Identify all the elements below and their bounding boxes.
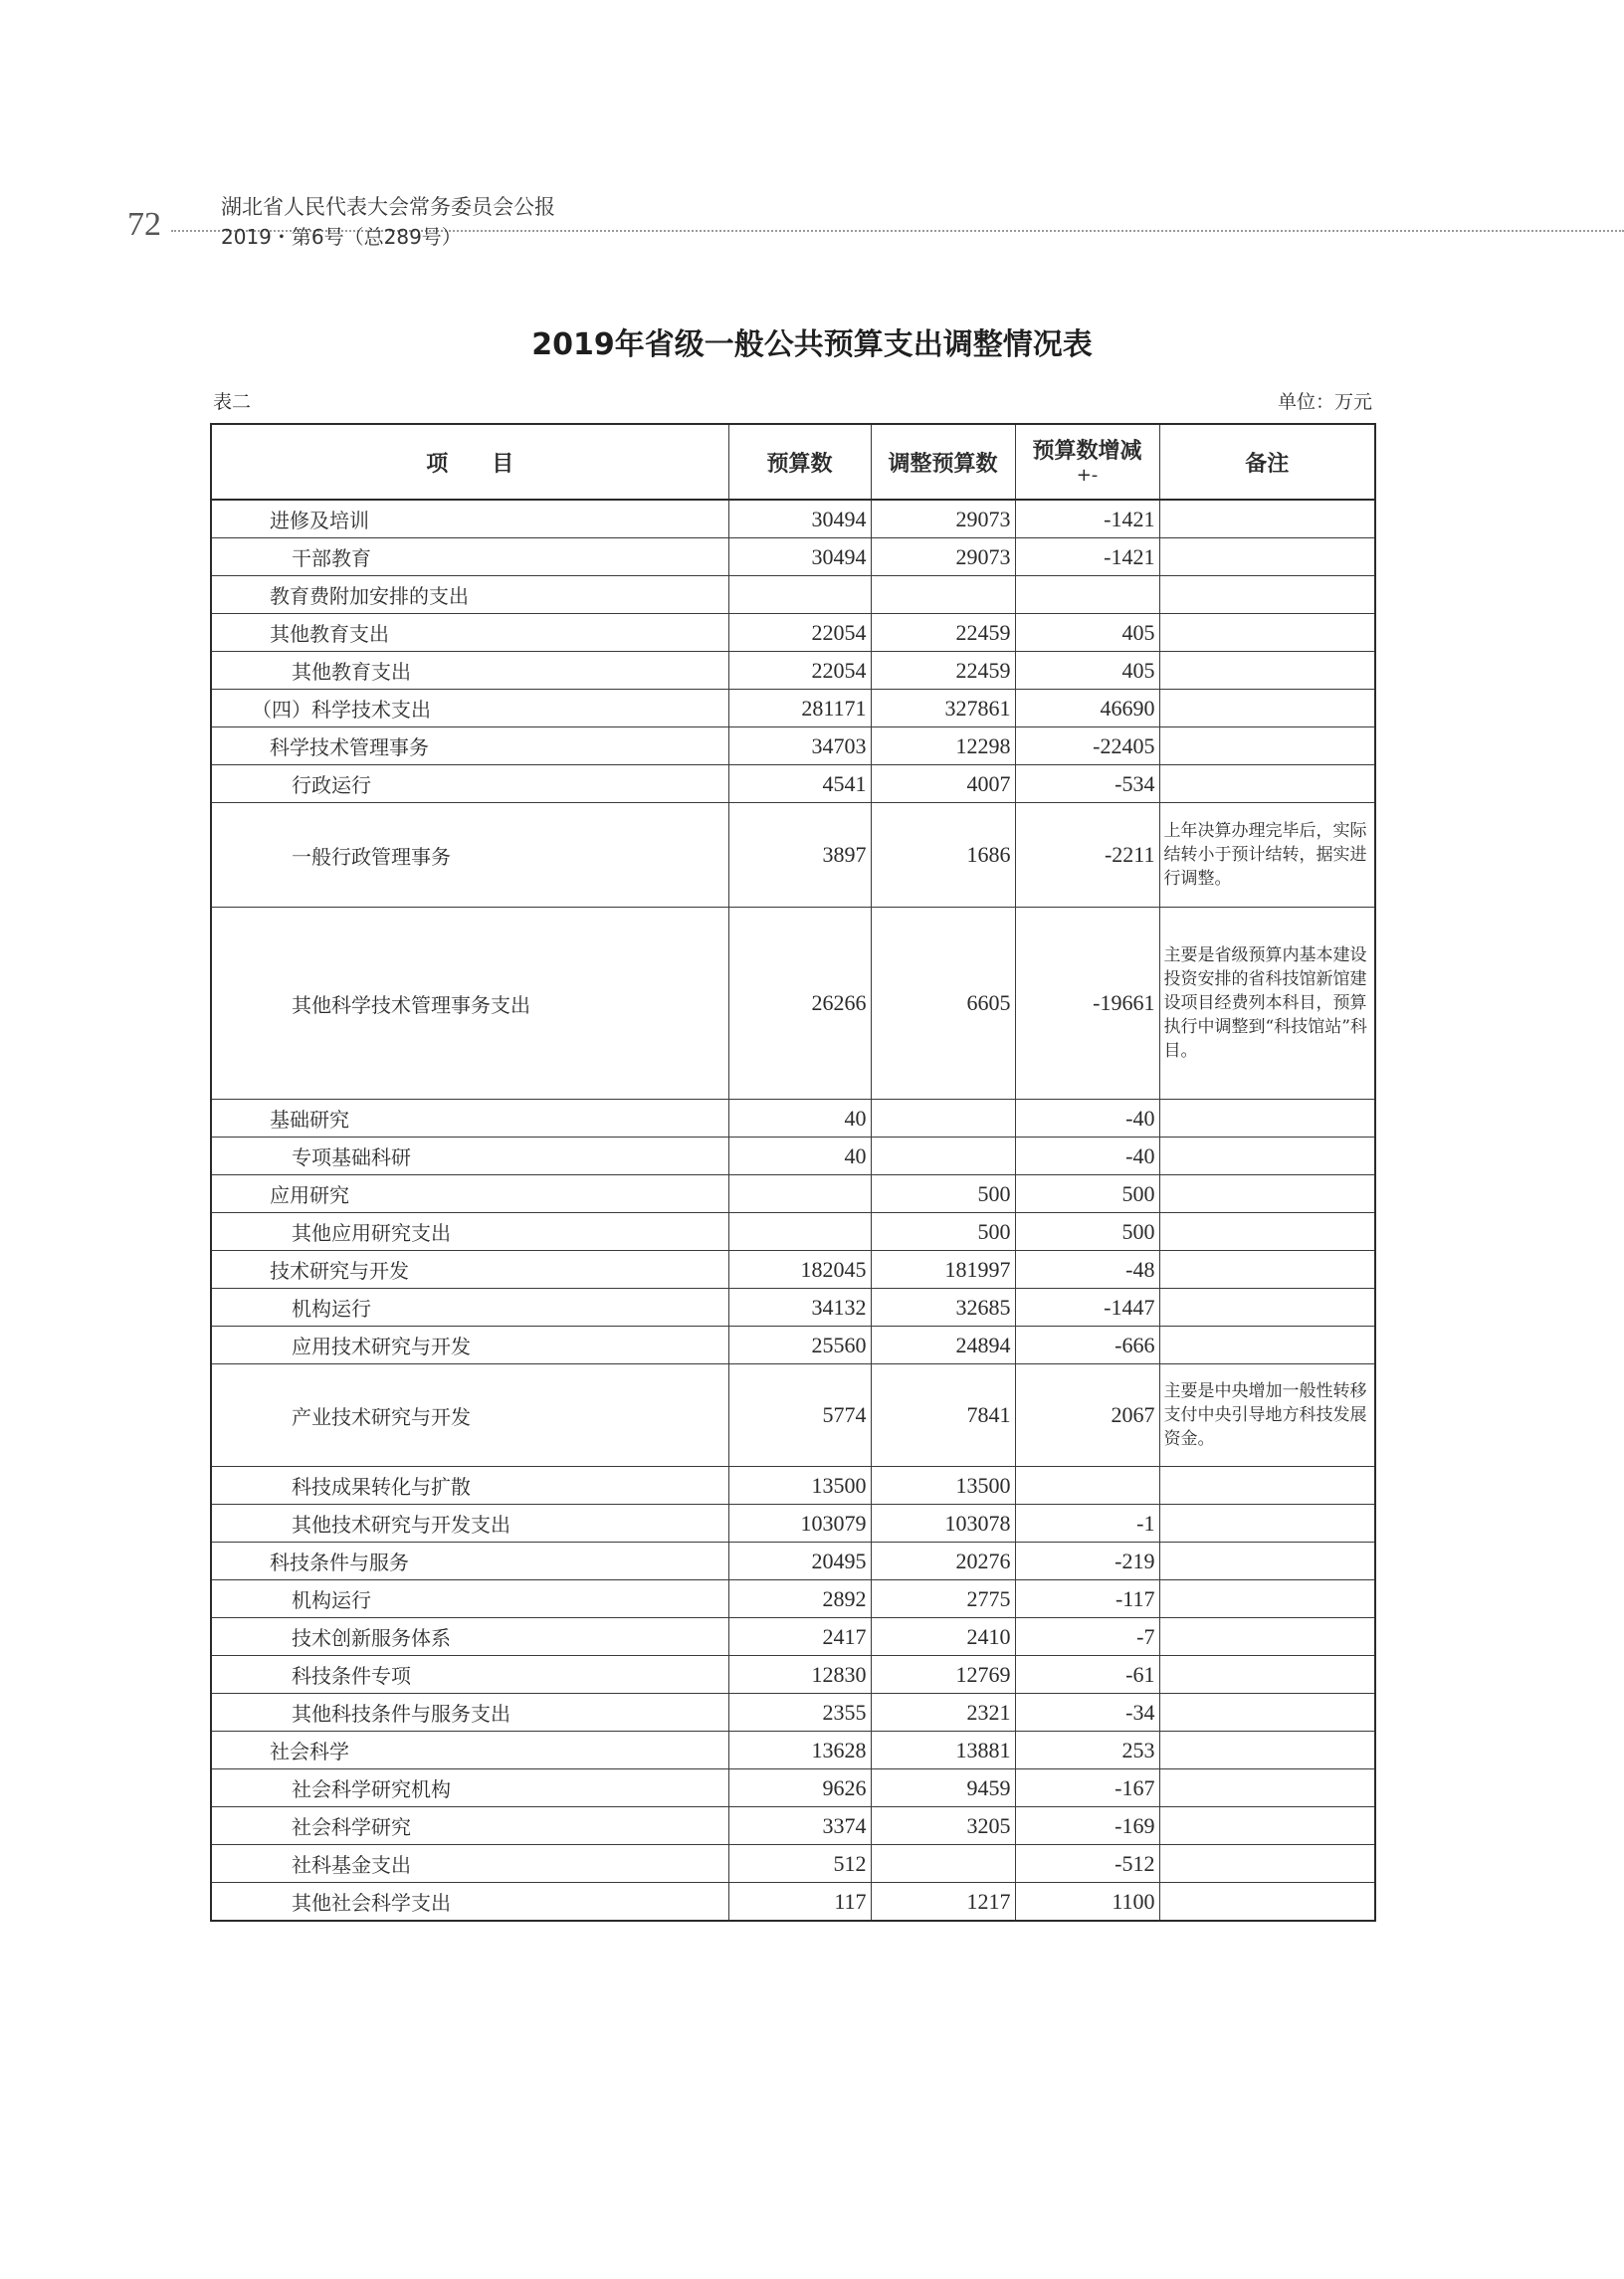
table-row [211, 1732, 1375, 1769]
row-budget-value: 40 [728, 1138, 871, 1175]
table-row [211, 652, 1375, 690]
row-change-value: -169 [1015, 1807, 1159, 1845]
row-budget-value: 4541 [728, 765, 871, 803]
row-change-value: -22405 [1015, 727, 1159, 765]
row-adjusted-value: 2410 [871, 1618, 1015, 1656]
row-change-value: -2211 [1015, 803, 1159, 908]
row-change-value: -7 [1015, 1618, 1159, 1656]
table-row [211, 765, 1375, 803]
row-budget-value: 2355 [728, 1694, 871, 1732]
row-note [1159, 1883, 1375, 1922]
row-item-name: 基础研究 [211, 1100, 728, 1138]
row-note [1159, 576, 1375, 614]
row-note [1159, 1505, 1375, 1543]
row-budget-value: 182045 [728, 1251, 871, 1289]
row-item-name: 科学技术管理事务 [211, 727, 728, 765]
row-change-value: -1421 [1015, 538, 1159, 576]
row-budget-value [728, 1175, 871, 1213]
row-change-value: 405 [1015, 652, 1159, 690]
row-note [1159, 652, 1375, 690]
row-adjusted-value: 500 [871, 1175, 1015, 1213]
row-item-name: 科技条件与服务 [211, 1543, 728, 1580]
row-adjusted-value [871, 1138, 1015, 1175]
row-adjusted-value: 7841 [871, 1364, 1015, 1467]
row-note [1159, 1251, 1375, 1289]
page-number: 72 [127, 206, 161, 243]
table-row [211, 1138, 1375, 1175]
row-change-value: -34 [1015, 1694, 1159, 1732]
row-note: 上年决算办理完毕后，实际结转小于预计结转，据实进行调整。 [1159, 803, 1375, 908]
row-note [1159, 538, 1375, 576]
row-budget-value: 9626 [728, 1769, 871, 1807]
row-budget-value: 2892 [728, 1580, 871, 1618]
row-item-name: 机构运行 [211, 1289, 728, 1327]
row-change-value: -19661 [1015, 908, 1159, 1100]
table-row [211, 1175, 1375, 1213]
row-item-name: 社会科学研究 [211, 1807, 728, 1845]
row-budget-value [728, 576, 871, 614]
row-note [1159, 1618, 1375, 1656]
row-note [1159, 765, 1375, 803]
row-adjusted-value: 103078 [871, 1505, 1015, 1543]
table-row [211, 1100, 1375, 1138]
table-row [211, 1883, 1375, 1922]
row-item-name: 其他教育支出 [211, 652, 728, 690]
row-budget-value: 22054 [728, 652, 871, 690]
table-row [211, 1656, 1375, 1694]
row-item-name: 行政运行 [211, 765, 728, 803]
row-budget-value: 20495 [728, 1543, 871, 1580]
table-row [211, 690, 1375, 727]
row-change-value: -40 [1015, 1138, 1159, 1175]
row-item-name: 其他科学技术管理事务支出 [211, 908, 728, 1100]
row-item-name: 技术研究与开发 [211, 1251, 728, 1289]
row-item-name: 产业技术研究与开发 [211, 1364, 728, 1467]
row-note [1159, 1327, 1375, 1364]
row-note [1159, 1467, 1375, 1505]
row-item-name: 其他教育支出 [211, 614, 728, 652]
table-row [211, 908, 1375, 1100]
row-adjusted-value: 29073 [871, 538, 1015, 576]
row-budget-value: 34132 [728, 1289, 871, 1327]
row-change-value: 500 [1015, 1175, 1159, 1213]
column-header-item: 项 目 [211, 424, 728, 500]
row-adjusted-value: 181997 [871, 1251, 1015, 1289]
row-note [1159, 1543, 1375, 1580]
row-adjusted-value [871, 576, 1015, 614]
row-adjusted-value: 1217 [871, 1883, 1015, 1922]
row-budget-value: 3374 [728, 1807, 871, 1845]
row-adjusted-value: 13881 [871, 1732, 1015, 1769]
table-row [211, 1769, 1375, 1807]
column-header-change: 预算数增减 +- [1015, 424, 1159, 500]
row-note [1159, 1175, 1375, 1213]
row-note [1159, 1732, 1375, 1769]
row-note [1159, 1289, 1375, 1327]
row-budget-value: 25560 [728, 1327, 871, 1364]
row-change-value: 2067 [1015, 1364, 1159, 1467]
row-change-value: -48 [1015, 1251, 1159, 1289]
row-adjusted-value: 2321 [871, 1694, 1015, 1732]
column-header-budget: 预算数 [728, 424, 871, 500]
table-label: 表二 [213, 391, 252, 413]
table-row [211, 1543, 1375, 1580]
row-item-name: 其他社会科学支出 [211, 1883, 728, 1922]
row-adjusted-value: 500 [871, 1213, 1015, 1251]
row-change-value: -1 [1015, 1505, 1159, 1543]
row-adjusted-value: 32685 [871, 1289, 1015, 1327]
row-note [1159, 690, 1375, 727]
row-budget-value: 103079 [728, 1505, 871, 1543]
row-change-value: 405 [1015, 614, 1159, 652]
table-row [211, 1694, 1375, 1732]
row-change-value: 253 [1015, 1732, 1159, 1769]
row-item-name: 干部教育 [211, 538, 728, 576]
budget-table [210, 423, 1376, 1922]
row-adjusted-value: 327861 [871, 690, 1015, 727]
row-note: 主要是中央增加一般性转移支付中央引导地方科技发展资金。 [1159, 1364, 1375, 1467]
row-item-name: 机构运行 [211, 1580, 728, 1618]
row-change-value: -117 [1015, 1580, 1159, 1618]
row-budget-value: 30494 [728, 500, 871, 538]
row-budget-value: 3897 [728, 803, 871, 908]
document-title: 2019年省级一般公共预算支出调整情况表 [531, 327, 1093, 362]
table-row [211, 1618, 1375, 1656]
table-row [211, 1289, 1375, 1327]
column-header-note: 备注 [1159, 424, 1375, 500]
row-budget-value: 30494 [728, 538, 871, 576]
row-adjusted-value: 6605 [871, 908, 1015, 1100]
row-note [1159, 500, 1375, 538]
row-item-name: 社会科学研究机构 [211, 1769, 728, 1807]
row-adjusted-value [871, 1100, 1015, 1138]
row-item-name: （四）科学技术支出 [211, 690, 728, 727]
row-change-value: -512 [1015, 1845, 1159, 1883]
row-change-value: -534 [1015, 765, 1159, 803]
row-item-name: 科技成果转化与扩散 [211, 1467, 728, 1505]
table-row [211, 1327, 1375, 1364]
table-row [211, 1213, 1375, 1251]
row-change-value [1015, 1467, 1159, 1505]
row-item-name: 进修及培训 [211, 500, 728, 538]
row-adjusted-value: 9459 [871, 1769, 1015, 1807]
row-note [1159, 1100, 1375, 1138]
row-budget-value: 34703 [728, 727, 871, 765]
row-adjusted-value: 22459 [871, 614, 1015, 652]
row-item-name: 其他应用研究支出 [211, 1213, 728, 1251]
row-note [1159, 1656, 1375, 1694]
row-note [1159, 1138, 1375, 1175]
row-item-name: 技术创新服务体系 [211, 1618, 728, 1656]
row-item-name: 应用研究 [211, 1175, 728, 1213]
table-row [211, 538, 1375, 576]
row-adjusted-value: 12298 [871, 727, 1015, 765]
table-header-row [211, 424, 1375, 500]
row-budget-value: 2417 [728, 1618, 871, 1656]
row-budget-value [728, 1213, 871, 1251]
row-budget-value: 40 [728, 1100, 871, 1138]
table-row [211, 803, 1375, 908]
unit-label: 单位：万元 [1277, 391, 1372, 413]
row-note [1159, 614, 1375, 652]
table-row [211, 500, 1375, 538]
publication-issue: 2019・第6号（总289号） [221, 225, 462, 249]
row-note [1159, 1769, 1375, 1807]
row-change-value: 500 [1015, 1213, 1159, 1251]
row-change-value [1015, 576, 1159, 614]
row-change-value: -219 [1015, 1543, 1159, 1580]
row-adjusted-value: 3205 [871, 1807, 1015, 1845]
row-adjusted-value: 4007 [871, 765, 1015, 803]
row-item-name: 其他科技条件与服务支出 [211, 1694, 728, 1732]
row-budget-value: 512 [728, 1845, 871, 1883]
row-budget-value: 26266 [728, 908, 871, 1100]
row-change-value: -167 [1015, 1769, 1159, 1807]
row-adjusted-value: 29073 [871, 500, 1015, 538]
row-budget-value: 13628 [728, 1732, 871, 1769]
row-budget-value: 12830 [728, 1656, 871, 1694]
row-item-name: 社会科学 [211, 1732, 728, 1769]
table-row [211, 1807, 1375, 1845]
table-row [211, 727, 1375, 765]
row-item-name: 社科基金支出 [211, 1845, 728, 1883]
row-adjusted-value: 2775 [871, 1580, 1015, 1618]
row-budget-value: 22054 [728, 614, 871, 652]
row-note [1159, 727, 1375, 765]
row-change-value: -1421 [1015, 500, 1159, 538]
row-change-value: 46690 [1015, 690, 1159, 727]
row-adjusted-value: 1686 [871, 803, 1015, 908]
row-adjusted-value: 20276 [871, 1543, 1015, 1580]
row-adjusted-value: 22459 [871, 652, 1015, 690]
row-adjusted-value: 13500 [871, 1467, 1015, 1505]
table-row [211, 1467, 1375, 1505]
table-row [211, 1251, 1375, 1289]
row-change-value: -40 [1015, 1100, 1159, 1138]
table-row [211, 614, 1375, 652]
row-item-name: 教育费附加安排的支出 [211, 576, 728, 614]
row-adjusted-value: 24894 [871, 1327, 1015, 1364]
publication-title: 湖北省人民代表大会常务委员会公报 [221, 195, 555, 219]
row-budget-value: 5774 [728, 1364, 871, 1467]
row-adjusted-value [871, 1845, 1015, 1883]
table-row [211, 1580, 1375, 1618]
row-item-name: 一般行政管理事务 [211, 803, 728, 908]
row-adjusted-value: 12769 [871, 1656, 1015, 1694]
table-row [211, 576, 1375, 614]
row-note [1159, 1807, 1375, 1845]
row-note [1159, 1694, 1375, 1732]
row-note [1159, 1213, 1375, 1251]
row-change-value: -61 [1015, 1656, 1159, 1694]
row-note: 主要是省级预算内基本建设投资安排的省科技馆新馆建设项目经费列本科目，预算执行中调整到“科技馆站”科目。 [1159, 908, 1375, 1100]
row-budget-value: 117 [728, 1883, 871, 1922]
table-row [211, 1364, 1375, 1467]
column-header-adjusted: 调整预算数 [871, 424, 1015, 500]
table-row [211, 1845, 1375, 1883]
row-note [1159, 1845, 1375, 1883]
table-row [211, 1505, 1375, 1543]
row-item-name: 其他技术研究与开发支出 [211, 1505, 728, 1543]
row-item-name: 科技条件专项 [211, 1656, 728, 1694]
row-budget-value: 13500 [728, 1467, 871, 1505]
row-budget-value: 281171 [728, 690, 871, 727]
row-change-value: -1447 [1015, 1289, 1159, 1327]
row-change-value: 1100 [1015, 1883, 1159, 1922]
row-item-name: 应用技术研究与开发 [211, 1327, 728, 1364]
row-item-name: 专项基础科研 [211, 1138, 728, 1175]
row-change-value: -666 [1015, 1327, 1159, 1364]
row-note [1159, 1580, 1375, 1618]
